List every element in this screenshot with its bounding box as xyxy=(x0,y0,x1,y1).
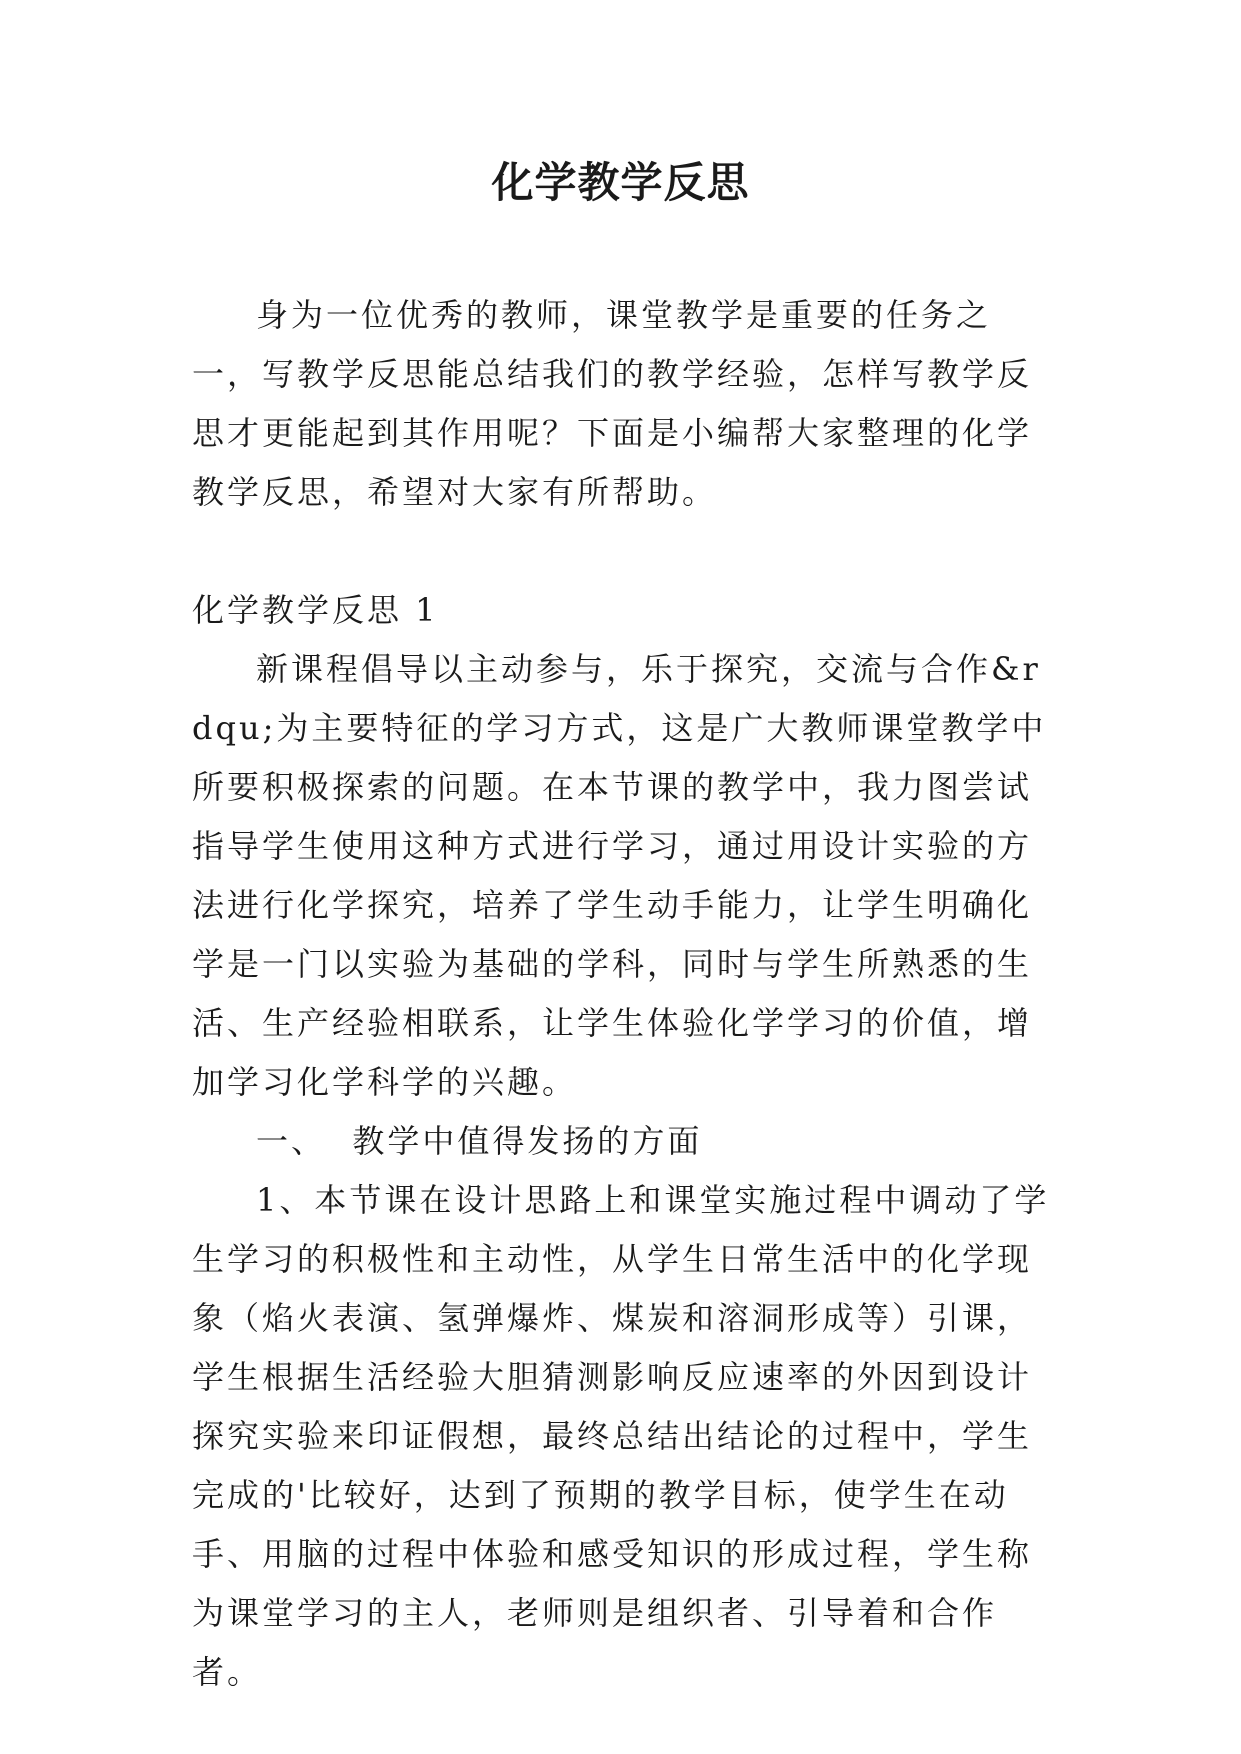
intro-paragraph: 身为一位优秀的教师，课堂教学是重要的任务之一，写教学反思能总结我们的教学经验，怎样写教学反思才更能起到其作用呢？下面是小编帮大家整理的化学教学反思，希望对大家有所帮助。 xyxy=(192,296,1033,511)
section-paragraph-1: 新课程倡导以主动参与，乐于探究，交流与合作&rdqu;为主要特征的学习方式，这是广大教师课堂教学中所要积极探索的问题。在本节课的教学中，我力图尝试指导学生使用这种方式进行学习，通过用设计实验的方法进行化学探究，培养了学生动手能力，让学生明确化学是一门以实验为基础的学科，同时与学生所熟悉的生活、生产经验相联系，让学生体验化学学习的价值，增加学习化学科学的兴趣。 xyxy=(192,650,1047,1101)
section-paragraph-2: 1、本节课在设计思路上和课堂实施过程中调动了学生学习的积极性和主动性，从学生日常生活中的化学现象（焰火表演、氢弹爆炸、煤炭和溶洞形成等）引课，学生根据生活经验大胆猜测影响反应速率的外因到设计探究实验来印证假想，最终总结出结论的过程中，学生完成的'比较好，达到了预期的教学目标，使学生在动手、用脑的过程中体验和感受知识的形成过程，学生称为课堂学习的主人，老师则是组织者、引导着和合作者。 xyxy=(192,1181,1050,1691)
subheading-1: 一、 教学中值得发扬的方面 xyxy=(256,1122,703,1160)
section-heading: 化学教学反思 1 xyxy=(192,591,439,629)
document-body xyxy=(192,286,1052,1702)
document-title: 化学教学反思 xyxy=(491,158,750,207)
